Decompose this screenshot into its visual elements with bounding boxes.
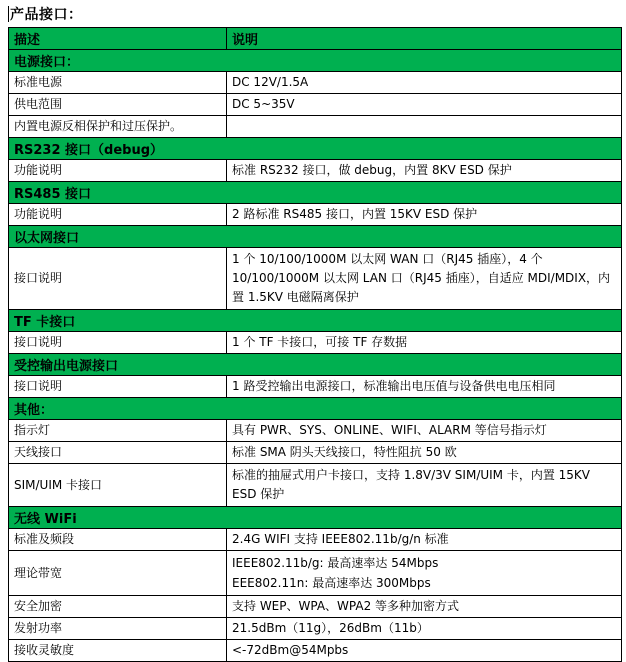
value-cell: 2.4G WIFI 支持 IEEE802.11b/g/n 标准	[227, 529, 622, 551]
value-cell: 1 个 10/100/1000M 以太网 WAN 口（RJ45 插座），4 个 10/100/1000M 以太网 LAN 口（RJ45 插座），自适应 MDI/MDIX，内置 1.5KV 电磁隔离保护	[227, 248, 622, 310]
value-cell: 标准的抽屉式用户卡接口，支持 1.8V/3V SIM/UIM 卡，内置 15KV ESD 保护	[227, 464, 622, 507]
value-cell: 21.5dBm（11g），26dBm（11b）	[227, 618, 622, 640]
section-header-row	[9, 398, 622, 420]
value-line: EEE802.11n: 最高速率达 300Mbps	[232, 576, 431, 590]
value-cell: 支持 WEP、WPA、WPA2 等多种加密方式	[227, 596, 622, 618]
description-cell: 接收灵敏度	[9, 640, 227, 662]
section-header-cell: 无线 WiFi	[9, 507, 622, 529]
description-cell: 功能说明	[9, 160, 227, 182]
section-header-cell: 受控输出电源接口	[9, 354, 622, 376]
table-row	[9, 464, 622, 507]
description-cell: 天线接口	[9, 442, 227, 464]
value-cell: 标准 SMA 阴头天线接口，特性阻抗 50 欧	[227, 442, 622, 464]
description-cell: 接口说明	[9, 248, 227, 310]
column-header-description: 描述	[9, 28, 227, 50]
table-row	[9, 116, 622, 138]
table-row	[9, 376, 622, 398]
description-cell: 标准及频段	[9, 529, 227, 551]
table-row	[9, 72, 622, 94]
description-cell: 标准电源	[9, 72, 227, 94]
description-cell: 内置电源反相保护和过压保护。	[9, 116, 227, 138]
table-row	[9, 204, 622, 226]
section-header-cell: RS485 接口	[9, 182, 622, 204]
section-header-row	[9, 310, 622, 332]
description-cell: 指示灯	[9, 420, 227, 442]
description-cell: 发射功率	[9, 618, 227, 640]
section-header-cell: RS232 接口（debug）	[9, 138, 622, 160]
value-cell: 标准 RS232 接口，做 debug，内置 8KV ESD 保护	[227, 160, 622, 182]
value-cell: DC 5~35V	[227, 94, 622, 116]
section-header-row	[9, 226, 622, 248]
table-row	[9, 94, 622, 116]
value-cell	[227, 551, 622, 596]
value-cell: 具有 PWR、SYS、ONLINE、WIFI、ALARM 等信号指示灯	[227, 420, 622, 442]
product-interface-table	[8, 27, 622, 662]
column-header-explanation: 说明	[227, 28, 622, 50]
title-row	[8, 3, 621, 25]
section-header-row	[9, 354, 622, 376]
description-cell: 功能说明	[9, 204, 227, 226]
table-header-row	[9, 28, 622, 50]
value-line: IEEE802.11b/g: 最高速率达 54Mbps	[232, 556, 439, 570]
table-row	[9, 442, 622, 464]
table-body	[9, 50, 622, 662]
table-row	[9, 529, 622, 551]
section-header-row	[9, 507, 622, 529]
description-cell: 接口说明	[9, 332, 227, 354]
text-cursor	[8, 6, 9, 22]
description-cell: 供电范围	[9, 94, 227, 116]
table-row	[9, 551, 622, 596]
table-row	[9, 640, 622, 662]
section-header-cell: TF 卡接口	[9, 310, 622, 332]
section-header-row	[9, 50, 622, 72]
section-header-row	[9, 138, 622, 160]
table-row	[9, 160, 622, 182]
table-row	[9, 332, 622, 354]
value-cell	[227, 116, 622, 138]
value-cell: 1 路受控输出电源接口，标准输出电压值与设备供电电压相同	[227, 376, 622, 398]
value-cell: 2 路标准 RS485 接口，内置 15KV ESD 保护	[227, 204, 622, 226]
value-cell: <-72dBm@54Mpbs	[227, 640, 622, 662]
description-cell: 理论带宽	[9, 551, 227, 596]
table-row	[9, 596, 622, 618]
section-header-cell: 以太网接口	[9, 226, 622, 248]
description-cell: 接口说明	[9, 376, 227, 398]
value-cell: 1 个 TF 卡接口，可接 TF 存数据	[227, 332, 622, 354]
description-cell: SIM/UIM 卡接口	[9, 464, 227, 507]
table-row	[9, 420, 622, 442]
page-title: 产品接口：	[10, 7, 83, 23]
section-header-cell: 电源接口：	[9, 50, 622, 72]
value-cell: DC 12V/1.5A	[227, 72, 622, 94]
table-row	[9, 248, 622, 310]
section-header-row	[9, 182, 622, 204]
table-row	[9, 618, 622, 640]
section-header-cell: 其他：	[9, 398, 622, 420]
description-cell: 安全加密	[9, 596, 227, 618]
